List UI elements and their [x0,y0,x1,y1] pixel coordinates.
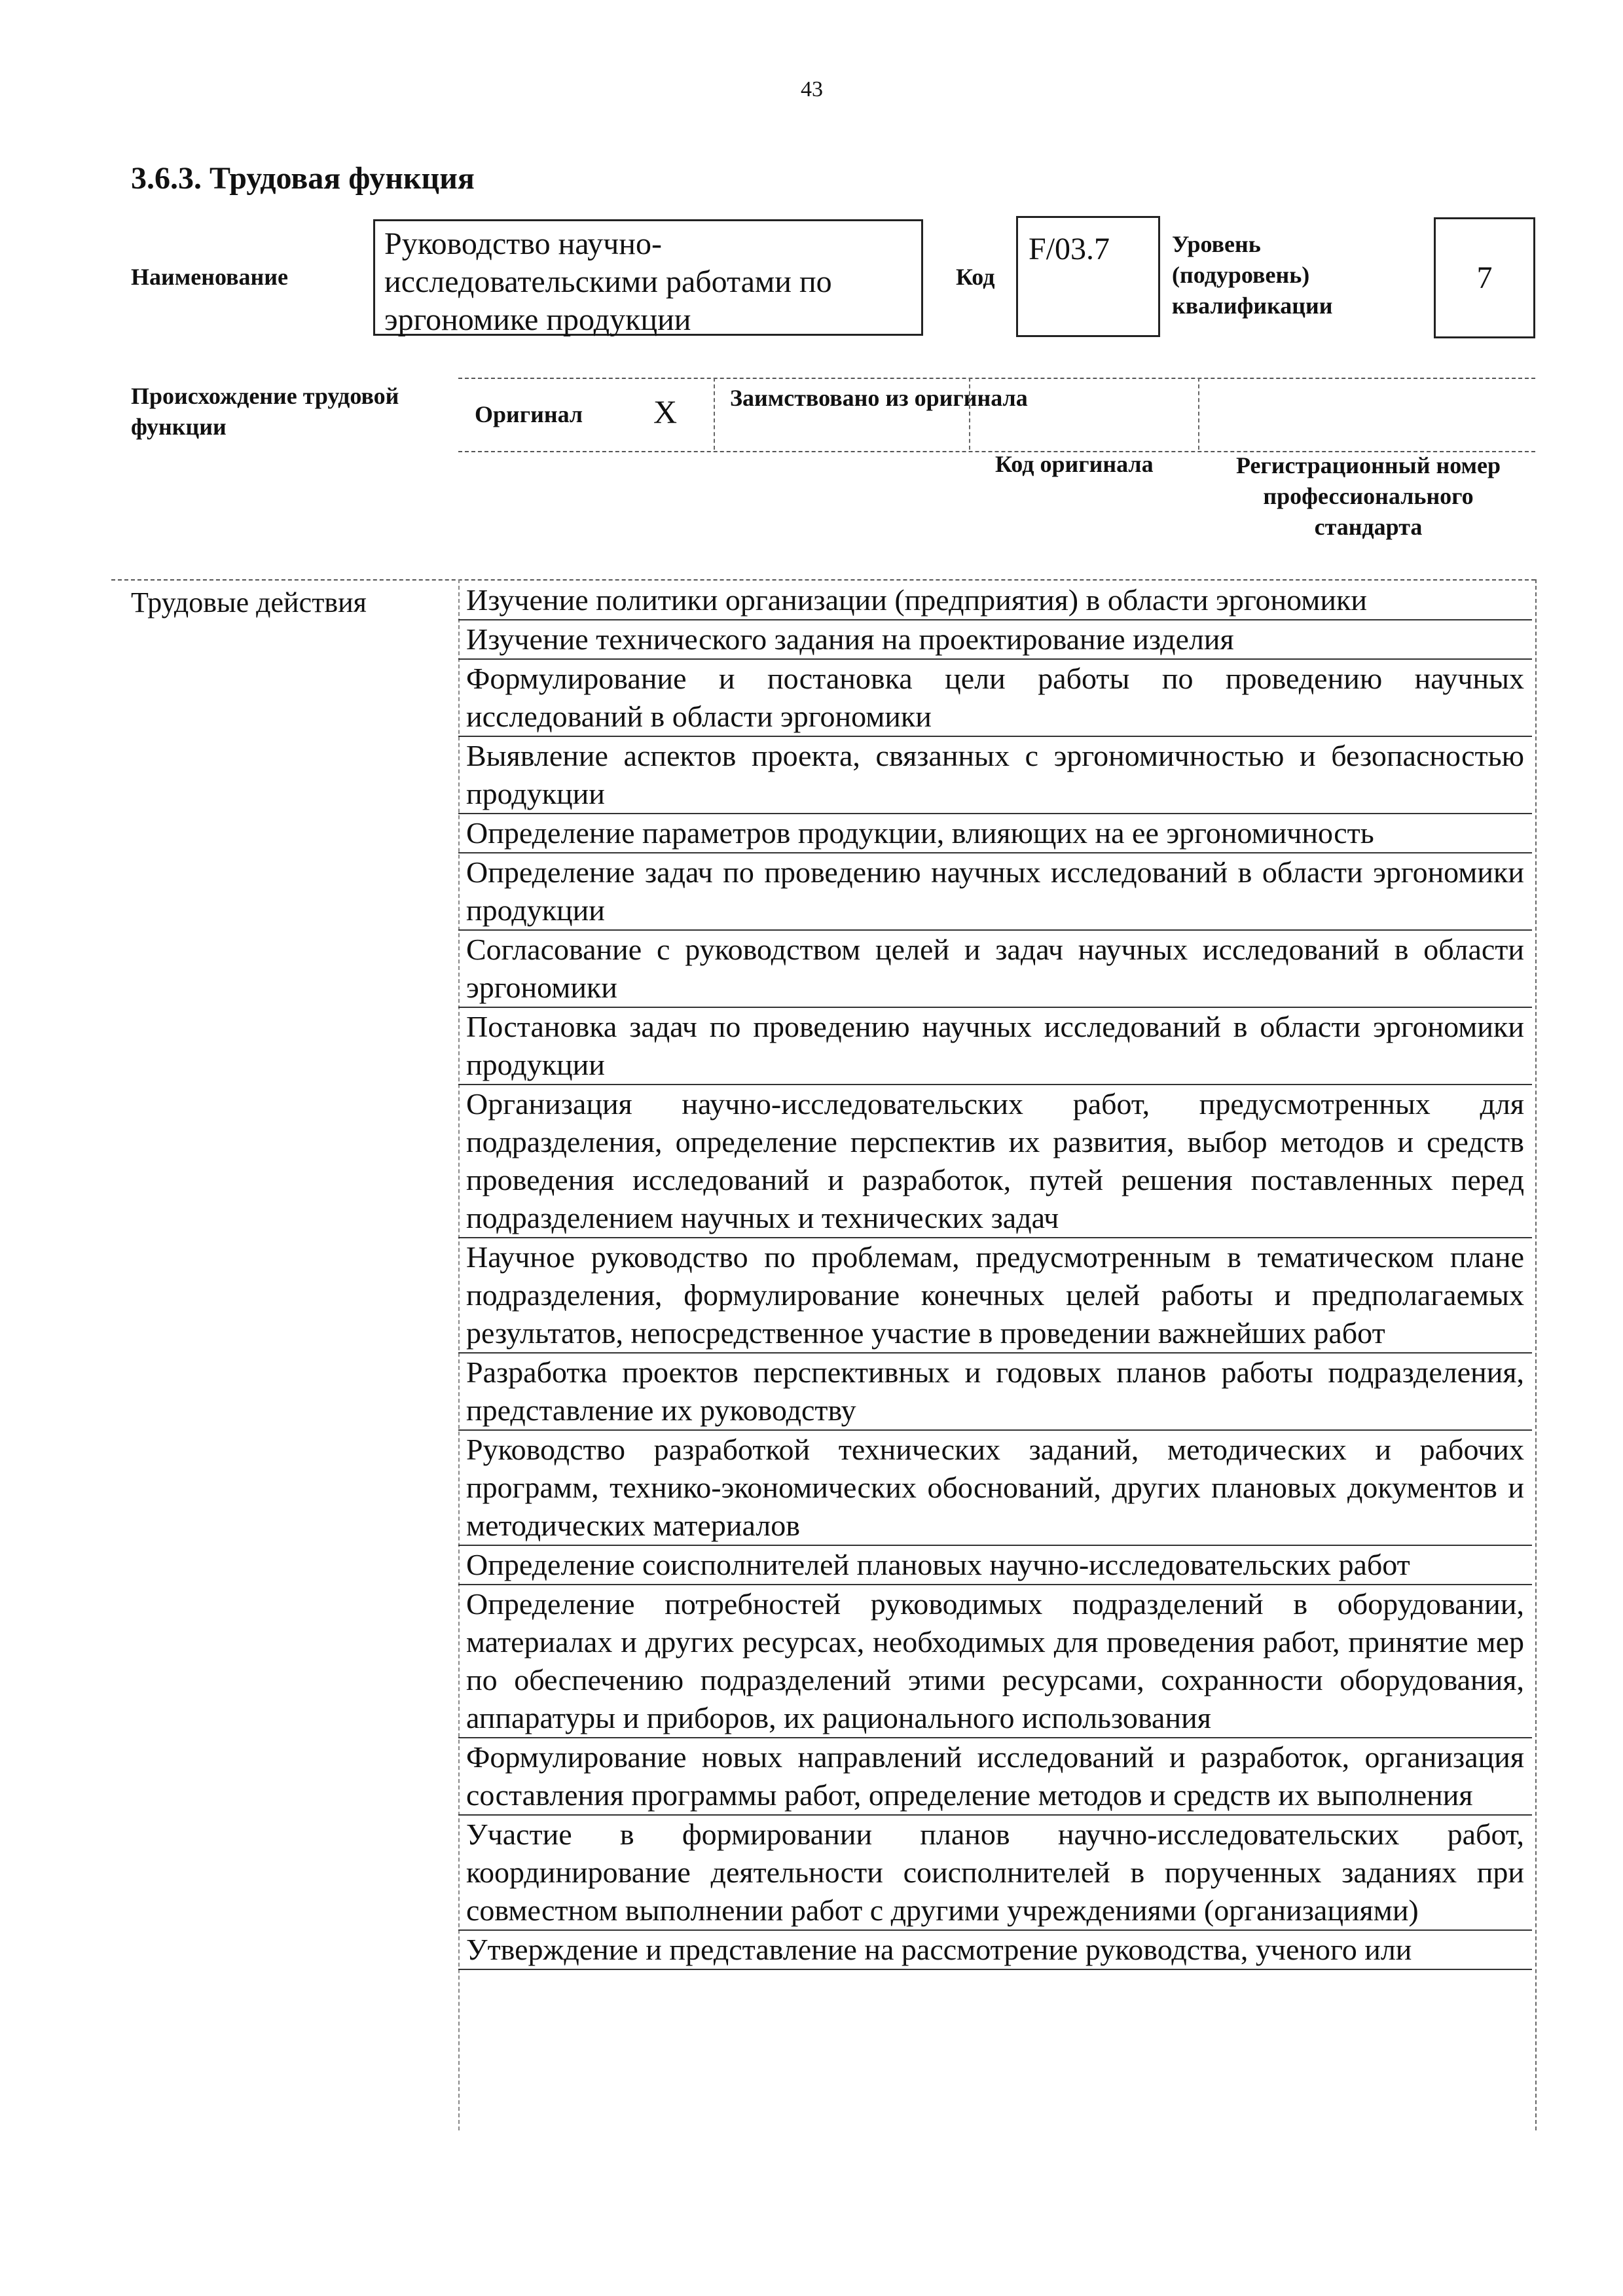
original-label: Оригинал [475,401,583,427]
action-item: Изучение политики организации (предприятия) в области эргономики [458,581,1532,620]
action-item: Разработка проектов перспективных и годовых планов работы подразделения, представление их руководству [458,1354,1532,1431]
action-item: Выявление аспектов проекта, связанных с эргономичностью и безопасностью продукции [458,737,1532,814]
actions-right-border [1535,579,1537,2130]
action-item: Определение потребностей руководимых подразделений в оборудовании, материалах и других ресурсах, необходимых для проведения работ, принятие мер по обеспечению подразделений этими ресурсами, сохранности оборудования, аппаратуры и приборов, их рационального использования [458,1585,1532,1738]
name-label: Наименование [131,264,288,290]
action-item: Научное руководство по проблемам, предусмотренным в тематическом плане подразделения, формулирование конечных целей работы и предполагаемых результатов, непосредственное участие в проведении важнейших работ [458,1238,1532,1354]
code-box: F/03.7 [1016,216,1160,337]
action-item: Формулирование и постановка цели работы по проведению научных исследований в области эргономики [458,660,1532,737]
original-code-label: Код оригинала [995,451,1154,477]
action-item: Утверждение и представление на рассмотрение руководства, ученого или [458,1931,1532,1970]
section-title: 3.6.3. Трудовая функция [131,161,475,196]
function-name-box: Руководство научно-исследовательскими работами по эргономике продукции [373,219,923,336]
action-item: Согласование с руководством целей и задач научных исследований в области эргономики [458,931,1532,1008]
action-item: Участие в формировании планов научно-исследовательских работ, координирование деятельности соисполнителей в порученных заданиях при совместном выполнении работ с другими учреждениями (организациями) [458,1816,1532,1931]
level-box: 7 [1434,217,1535,338]
action-item: Организация научно-исследовательских работ, предусмотренных для подразделения, определение перспектив их развития, выбор методов и средств проведения исследований и разработок, путей решения поставленных перед подразделением научных и технических задач [458,1085,1532,1238]
origin-label: Происхождение трудовой функции [131,383,399,440]
code-label: Код [956,264,995,290]
action-item: Определение соисполнителей плановых научно-исследовательских работ [458,1546,1532,1585]
action-item: Изучение технического задания на проектирование изделия [458,620,1532,660]
origin-divider [969,378,970,450]
action-item: Постановка задач по проведению научных исследований в области эргономики продукции [458,1008,1532,1085]
registration-number-label: Регистрационный номер профессионального стандарта [1235,452,1501,540]
origin-divider [714,378,715,450]
action-item: Формулирование новых направлений исследований и разработок, организация составления программы работ, определение методов и средств их выполнения [458,1738,1532,1816]
borrowed-label: Заимствовано из оригинала [730,385,1028,411]
actions-label: Трудовые действия [131,586,367,619]
action-item: Руководство разработкой технических заданий, методических и рабочих программ, технико-экономических обоснований, других плановых документов и методических материалов [458,1431,1532,1546]
original-mark: X [653,393,678,430]
action-item: Определение задач по проведению научных исследований в области эргономики продукции [458,853,1532,931]
origin-divider [1198,378,1199,450]
level-label: Уровень (подуровень) квалификации [1172,231,1333,319]
actions-list [458,581,1532,1970]
action-item: Определение параметров продукции, влияющих на ее эргономичность [458,814,1532,853]
page-number: 43 [801,77,823,101]
